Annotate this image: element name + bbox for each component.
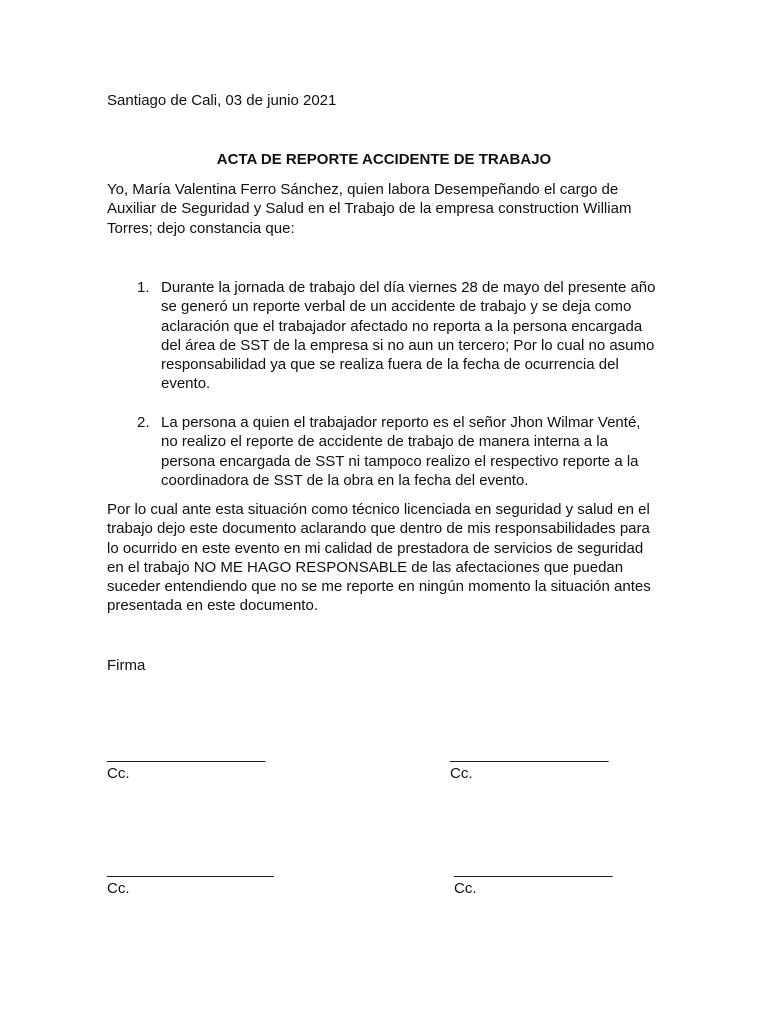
list-item-number: 2. [137,414,150,431]
signature-line: ___________________ [107,746,266,763]
firma-label: Firma [107,657,146,674]
signature-line: ____________________ [107,861,274,878]
list-item-text: Durante la jornada de trabajo del día viernes 28 de mayo del presente año se generó un reporte verbal de un accidente de trabajo y se deja como aclaración que el trabajador afectado no reporta a la persona encargada del área de SST de la empresa si no aun un tercero; Por lo cual no asumo responsabilidad ya que se realiza fuera de la fecha de ocurrencia del evento. [161,279,656,393]
cc-label: Cc. [107,880,130,897]
signature-line: ___________________ [450,746,609,763]
cc-label: Cc. [454,880,477,897]
cc-label: Cc. [107,765,130,782]
list-item-text: La persona a quien el trabajador reporto es el señor Jhon Wilmar Venté, no realizo el reporte de accidente de trabajo de manera interna a la persona encargada de SST ni tampoco realizo el respectivo reporte a la coordinadora de SST de la obra en la fecha del evento. [161,414,641,489]
signature-line: ___________________ [454,861,613,878]
document-title: ACTA DE REPORTE ACCIDENTE DE TRABAJO [216,151,552,168]
intro-paragraph: Yo, María Valentina Ferro Sánchez, quien labora Desempeñando el cargo de Auxiliar de Seguridad y Salud en el Trabajo de la empresa construction William Torres; dejo constancia que: [107,181,632,237]
list-item-number: 1. [137,279,150,296]
date-line: Santiago de Cali, 03 de junio 2021 [107,92,337,109]
cc-label: Cc. [450,765,473,782]
closing-paragraph: Por lo cual ante esta situación como técnico licenciada en seguridad y salud en el trabajo dejo este documento aclarando que dentro de mis responsabilidades para lo ocurrido en este evento en mi calidad de prestadora de servicios de seguridad en el trabajo NO ME HAGO RESPONSABLE de las afectaciones que puedan suceder entendiendo que no se me reporte en ningún momento la situación antes presentada en este documento. [107,501,651,615]
